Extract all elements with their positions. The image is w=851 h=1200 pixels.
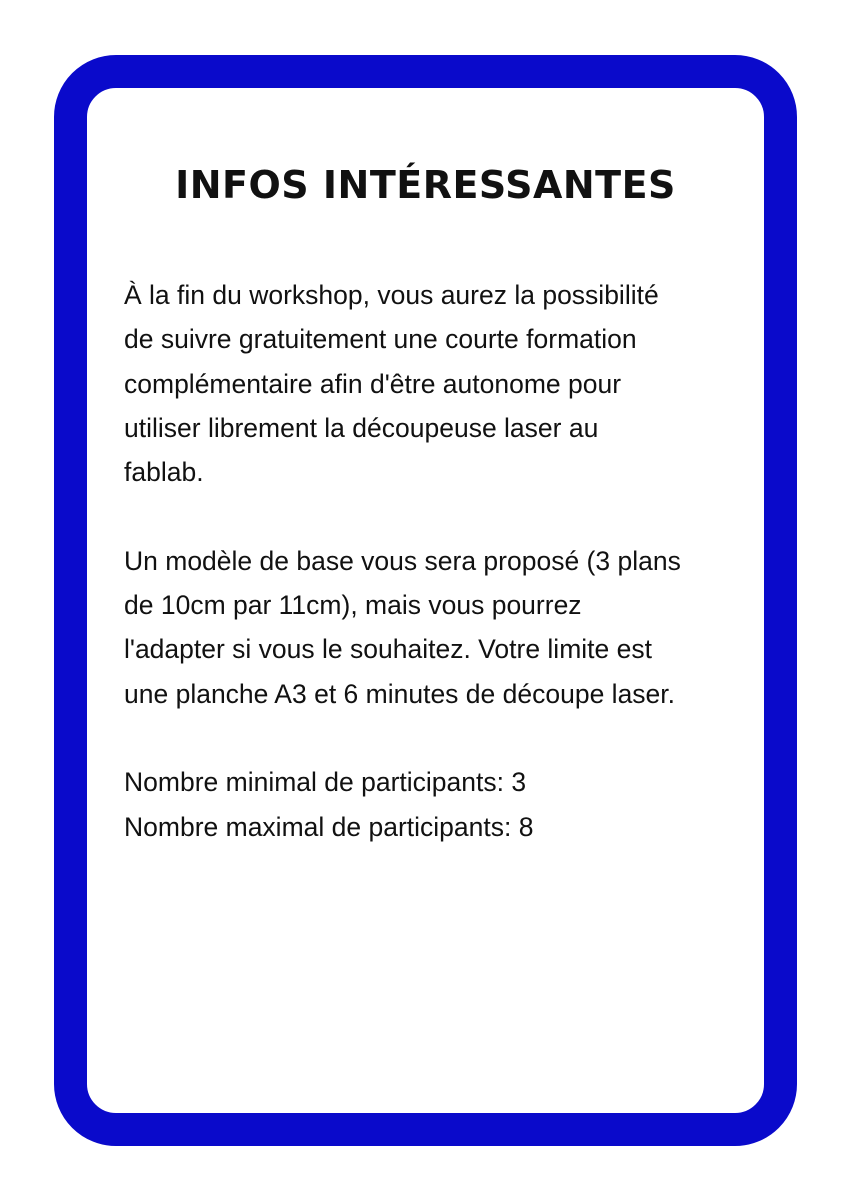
min-participants: Nombre minimal de participants: 3 — [124, 767, 527, 798]
card-title: INFOS INTÉRESSANTES — [175, 163, 676, 207]
text-line: de 10cm par 11cm), mais vous pourrez — [124, 590, 582, 621]
text-line: de suivre gratuitement une courte formation — [124, 324, 637, 355]
info-card — [54, 55, 797, 1146]
text-line: Un modèle de base vous sera proposé (3 plans — [124, 545, 681, 576]
text-line: l'adapter si vous le souhaitez. Votre limite est — [124, 634, 652, 665]
text-line: À la fin du workshop, vous aurez la possibilité — [124, 280, 659, 310]
max-participants: Nombre maximal de participants: 8 — [124, 811, 534, 842]
text-line: complémentaire afin d'être autonome pour — [124, 368, 622, 399]
text-line: une planche A3 et 6 minutes de découpe laser. — [124, 678, 676, 709]
card-body — [124, 273, 764, 893]
text-line: utiliser librement la découpeuse laser au — [124, 412, 599, 443]
text-line: fablab. — [124, 457, 204, 488]
paragraph-workshop-training — [124, 273, 764, 494]
paragraph-base-model — [124, 539, 764, 716]
participants-info — [124, 760, 764, 849]
